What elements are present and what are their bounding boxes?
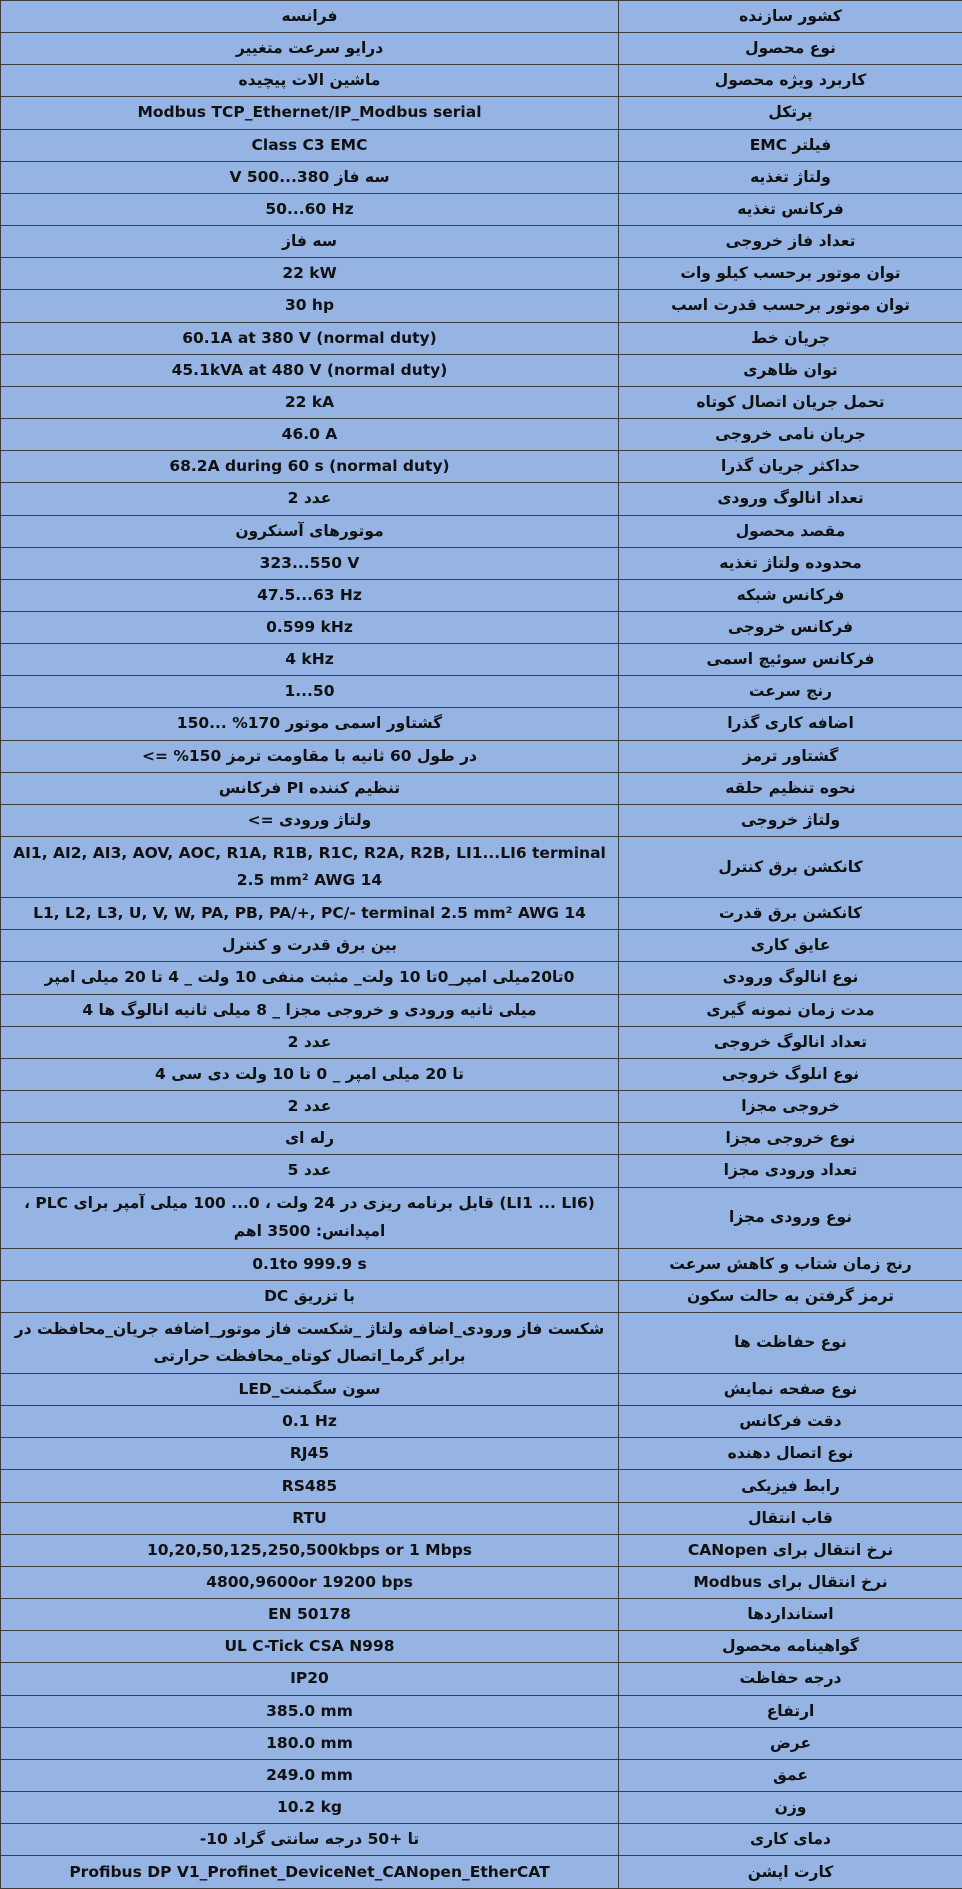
spec-value: Class C3 EMC xyxy=(1,129,619,161)
spec-value: IP20 xyxy=(1,1663,619,1695)
spec-value: AI1, AI2, AI3, AOV, AOC, R1A, R1B, R1C, R2A, R2B, LI1...LI6 terminal 2.5 mm² AWG 14 xyxy=(1,837,619,898)
spec-label: جریان خط xyxy=(619,322,962,354)
table-row xyxy=(1,33,962,65)
table-row xyxy=(1,226,962,258)
spec-value: 0تا20میلی امپر_0تا 10 ولت_ مثبت منفی 10 ولت _ 4 تا 20 میلی امپر xyxy=(1,962,619,994)
spec-value: عدد 5 xyxy=(1,1155,619,1187)
table-row xyxy=(1,1534,962,1566)
spec-label: خروجی مجزا xyxy=(619,1091,962,1123)
table-row xyxy=(1,1792,962,1824)
spec-value: RS485 xyxy=(1,1470,619,1502)
spec-value: گشتاور اسمی موتور 170% ...150 xyxy=(1,708,619,740)
table-row xyxy=(1,1695,962,1727)
spec-value: 0.1 Hz xyxy=(1,1406,619,1438)
spec-value: ولتاژ ورودی => xyxy=(1,804,619,836)
spec-label: توان ظاهری xyxy=(619,354,962,386)
spec-label: فرکانس تغذیه xyxy=(619,193,962,225)
table-row xyxy=(1,1406,962,1438)
spec-value: 50...60 Hz xyxy=(1,193,619,225)
table-row xyxy=(1,129,962,161)
table-row xyxy=(1,1026,962,1058)
table-row xyxy=(1,1502,962,1534)
spec-value: EN 50178 xyxy=(1,1599,619,1631)
spec-label: نحوه تنظیم حلقه xyxy=(619,772,962,804)
spec-value: تنظیم کننده PI فرکانس xyxy=(1,772,619,804)
table-row xyxy=(1,804,962,836)
table-row xyxy=(1,322,962,354)
table-row xyxy=(1,386,962,418)
spec-label: تعداد فاز خروجی xyxy=(619,226,962,258)
table-row xyxy=(1,1663,962,1695)
spec-value: ماشین الات پیچیده xyxy=(1,65,619,97)
spec-value: با تزریق DC xyxy=(1,1280,619,1312)
spec-value: 68.2A during 60 s (normal duty) xyxy=(1,451,619,483)
spec-label: ترمز گرفتن به حالت سکون xyxy=(619,1280,962,1312)
spec-label: تحمل جریان اتصال کوتاه xyxy=(619,386,962,418)
table-row xyxy=(1,611,962,643)
spec-label: نوع ورودی مجزا xyxy=(619,1187,962,1248)
table-row xyxy=(1,193,962,225)
spec-value: 180.0 mm xyxy=(1,1727,619,1759)
spec-value: ، PLC قابل برنامه ریزی در 24 ولت ، 0... 100 میلی آمپر برای (LI1 ... LI6) امپدانس: 3500 اهم xyxy=(1,1187,619,1248)
spec-value: 30 hp xyxy=(1,290,619,322)
spec-value: درایو سرعت متغییر xyxy=(1,33,619,65)
spec-value: عدد 2 xyxy=(1,1026,619,1058)
spec-value: 249.0 mm xyxy=(1,1759,619,1791)
table-row xyxy=(1,898,962,930)
table-row xyxy=(1,962,962,994)
spec-label: توان موتور برحسب قدرت اسب xyxy=(619,290,962,322)
table-row xyxy=(1,1470,962,1502)
table-row xyxy=(1,1759,962,1791)
table-row xyxy=(1,1,962,33)
table-row xyxy=(1,1374,962,1406)
spec-value: 22 kW xyxy=(1,258,619,290)
spec-label: فیلتر EMC xyxy=(619,129,962,161)
spec-label: تعداد ورودی مجزا xyxy=(619,1155,962,1187)
spec-value: 10.2 kg xyxy=(1,1792,619,1824)
spec-label: عمق xyxy=(619,1759,962,1791)
table-row xyxy=(1,451,962,483)
spec-label: رابط فیزیکی xyxy=(619,1470,962,1502)
table-row xyxy=(1,1856,962,1889)
spec-value: 45.1kVA at 480 V (normal duty) xyxy=(1,354,619,386)
spec-label: نوع خروجی مجزا xyxy=(619,1123,962,1155)
spec-value: 4800,9600or 19200 bps xyxy=(1,1566,619,1598)
spec-value: عدد 2 xyxy=(1,1091,619,1123)
spec-label: عرض xyxy=(619,1727,962,1759)
table-row xyxy=(1,419,962,451)
table-row xyxy=(1,772,962,804)
spec-label: استانداردها xyxy=(619,1599,962,1631)
spec-label: وزن xyxy=(619,1792,962,1824)
spec-value: L1, L2, L3, U, V, W, PA, PB, PA/+, PC/- terminal 2.5 mm² AWG 14 xyxy=(1,898,619,930)
spec-label: فرکانس خروجی xyxy=(619,611,962,643)
spec-value: تا 20 میلی امپر _ 0 تا 10 ولت دی سی 4 xyxy=(1,1058,619,1090)
spec-value: سون سگمنت_LED xyxy=(1,1374,619,1406)
spec-value: 1...50 xyxy=(1,676,619,708)
table-row xyxy=(1,97,962,129)
spec-value: موتورهای آسنکرون xyxy=(1,515,619,547)
spec-value: 385.0 mm xyxy=(1,1695,619,1727)
spec-label: دقت فرکانس xyxy=(619,1406,962,1438)
spec-label: کانکشن برق قدرت xyxy=(619,898,962,930)
spec-label: قاب انتقال xyxy=(619,1502,962,1534)
spec-value: عدد 2 xyxy=(1,483,619,515)
spec-value: RJ45 xyxy=(1,1438,619,1470)
spec-label: تعداد انالوگ ورودی xyxy=(619,483,962,515)
spec-label: نوع اتصال دهنده xyxy=(619,1438,962,1470)
spec-value: بین برق قدرت و کنترل xyxy=(1,930,619,962)
spec-value: 22 kA xyxy=(1,386,619,418)
spec-label: محدوده ولتاژ تغذیه xyxy=(619,547,962,579)
spec-label: کاربرد ویژه محصول xyxy=(619,65,962,97)
spec-label: نوع انالوگ ورودی xyxy=(619,962,962,994)
table-row xyxy=(1,1280,962,1312)
table-row xyxy=(1,676,962,708)
spec-label: گشتاور ترمز xyxy=(619,740,962,772)
table-row xyxy=(1,708,962,740)
table-row xyxy=(1,837,962,898)
spec-label: مدت زمان نمونه گیری xyxy=(619,994,962,1026)
spec-label: دمای کاری xyxy=(619,1824,962,1856)
spec-value: 60.1A at 380 V (normal duty) xyxy=(1,322,619,354)
spec-value: 0.1to 999.9 s xyxy=(1,1248,619,1280)
table-row xyxy=(1,290,962,322)
spec-table-body xyxy=(1,1,962,1889)
spec-value: 323...550 V xyxy=(1,547,619,579)
spec-label: نوع محصول xyxy=(619,33,962,65)
spec-value: تا +50 درجه سانتی گراد 10- xyxy=(1,1824,619,1856)
table-row xyxy=(1,515,962,547)
table-row xyxy=(1,740,962,772)
spec-value: 0.599 kHz xyxy=(1,611,619,643)
spec-value: 46.0 A xyxy=(1,419,619,451)
table-row xyxy=(1,354,962,386)
spec-value: UL C-Tick CSA N998 xyxy=(1,1631,619,1663)
table-row xyxy=(1,161,962,193)
spec-label: اضافه کاری گذرا xyxy=(619,708,962,740)
table-row xyxy=(1,1631,962,1663)
spec-label: ولتاژ تغذیه xyxy=(619,161,962,193)
table-row xyxy=(1,1599,962,1631)
spec-value: 4 kHz xyxy=(1,644,619,676)
table-row xyxy=(1,1091,962,1123)
spec-label: نرخ انتقال برای Modbus xyxy=(619,1566,962,1598)
spec-label: پرتکل xyxy=(619,97,962,129)
spec-label: توان موتور برحسب کیلو وات xyxy=(619,258,962,290)
table-row xyxy=(1,483,962,515)
spec-value: 10,20,50,125,250,500kbps or 1 Mbps xyxy=(1,1534,619,1566)
spec-value: رله ای xyxy=(1,1123,619,1155)
spec-value: سه فاز xyxy=(1,226,619,258)
spec-value: فرانسه xyxy=(1,1,619,33)
spec-label: درجه حفاظت xyxy=(619,1663,962,1695)
spec-value: میلی ثانیه ورودی و خروجی مجزا _ 8 میلی ثانیه انالوگ ها 4 xyxy=(1,994,619,1026)
spec-label: نوع حفاظت ها xyxy=(619,1312,962,1373)
spec-label: رنج سرعت xyxy=(619,676,962,708)
spec-value: Profibus DP V1_Profinet_DeviceNet_CANopen_EtherCAT xyxy=(1,1856,619,1889)
table-row xyxy=(1,930,962,962)
spec-label: کارت اپشن xyxy=(619,1856,962,1889)
table-row xyxy=(1,644,962,676)
spec-label: ارتفاع xyxy=(619,1695,962,1727)
spec-value: در طول 60 ثانیه با مقاومت ترمز 150% => xyxy=(1,740,619,772)
spec-label: عایق کاری xyxy=(619,930,962,962)
spec-label: جریان نامی خروجی xyxy=(619,419,962,451)
table-row xyxy=(1,547,962,579)
spec-label: تعداد انالوگ خروجی xyxy=(619,1026,962,1058)
spec-value: 47.5...63 Hz xyxy=(1,579,619,611)
spec-label: کانکشن برق کنترل xyxy=(619,837,962,898)
table-row xyxy=(1,1155,962,1187)
spec-label: نرخ انتقال برای CANopen xyxy=(619,1534,962,1566)
spec-label: ولتاژ خروجی xyxy=(619,804,962,836)
table-row xyxy=(1,1248,962,1280)
spec-label: کشور سازنده xyxy=(619,1,962,33)
spec-value: شکست فاز ورودی_اضافه ولتاژ _شکست فاز موتور_اضافه جریان_محافظت در برابر گرما_اتصال کوتاه_محافظت حرارتی xyxy=(1,1312,619,1373)
table-row xyxy=(1,1058,962,1090)
spec-label: نوع انلوگ خروجی xyxy=(619,1058,962,1090)
table-row xyxy=(1,1566,962,1598)
spec-label: فرکانس شبکه xyxy=(619,579,962,611)
spec-label: نوع صفحه نمایش xyxy=(619,1374,962,1406)
spec-value: Modbus TCP_Ethernet/IP_Modbus serial xyxy=(1,97,619,129)
spec-label: مقصد محصول xyxy=(619,515,962,547)
spec-value: RTU xyxy=(1,1502,619,1534)
table-row xyxy=(1,1727,962,1759)
table-row xyxy=(1,1438,962,1470)
table-row xyxy=(1,579,962,611)
table-row xyxy=(1,1312,962,1373)
table-row xyxy=(1,65,962,97)
table-row xyxy=(1,1824,962,1856)
spec-value: سه فاز 380...500 V xyxy=(1,161,619,193)
spec-label: فرکانس سوئیچ اسمی xyxy=(619,644,962,676)
spec-label: گواهینامه محصول xyxy=(619,1631,962,1663)
spec-label: حداکثر جریان گذرا xyxy=(619,451,962,483)
table-row xyxy=(1,258,962,290)
table-row xyxy=(1,1187,962,1248)
table-row xyxy=(1,994,962,1026)
table-row xyxy=(1,1123,962,1155)
spec-label: رنج زمان شتاب و کاهش سرعت xyxy=(619,1248,962,1280)
